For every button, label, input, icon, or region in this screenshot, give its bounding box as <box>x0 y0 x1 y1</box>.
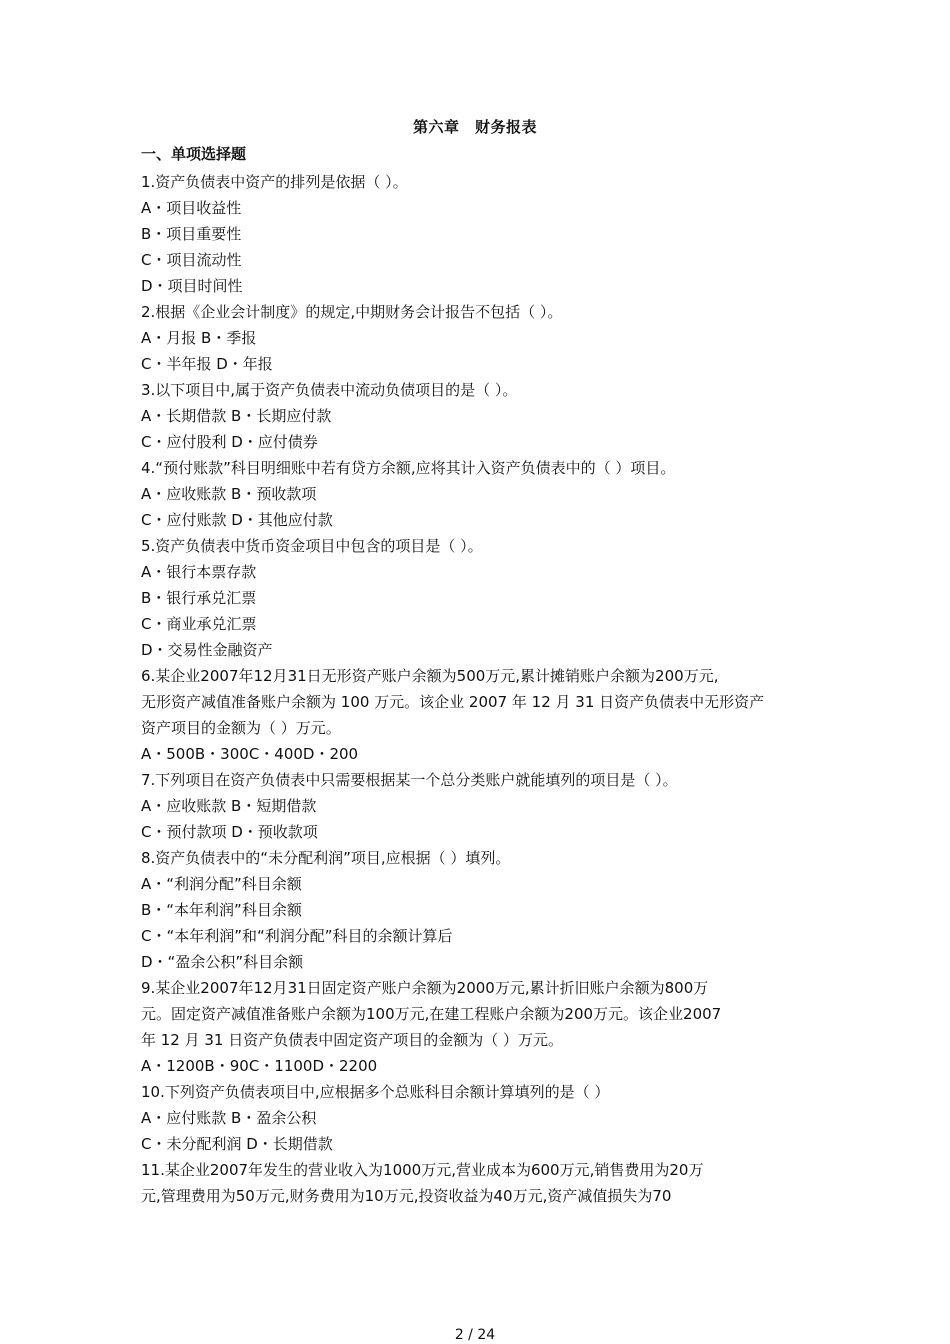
text-line: C・商业承兑汇票 <box>141 615 257 633</box>
question-body <box>141 169 841 1209</box>
text-line: C・半年报 D・年报 <box>141 355 273 373</box>
text-line: B・银行承兑汇票 <box>141 589 257 607</box>
text-line: 6.某企业2007年12月31日无形资产账户余额为500万元,累计摊销账户余额为200万元, <box>141 667 719 685</box>
text-line: A・1200B・90C・1100D・2200 <box>141 1057 378 1075</box>
chapter-title: 第六章 财务报表 <box>412 118 537 136</box>
text-line: 4.“预付账款”科目明细账中若有贷方余额,应将其计入资产负债表中的（ ）项目。 <box>141 459 676 477</box>
text-line: C・应付账款 D・其他应付款 <box>141 511 333 529</box>
text-line: 7.下列项目在资产负债表中只需要根据某一个总分类账户就能填列的项目是（ ）。 <box>141 771 678 789</box>
text-line: A・应付账款 B・盈余公积 <box>141 1109 317 1127</box>
page-number: 2 / 24 <box>454 1327 496 1343</box>
text-line: 10.下列资产负债表项目中,应根据多个总账科目余额计算填列的是（ ） <box>141 1083 610 1101</box>
text-line: D・“盈余公积”科目余额 <box>141 953 304 971</box>
text-line: A・应收账款 B・短期借款 <box>141 797 317 815</box>
text-line: 无形资产减值准备账户余额为 100 万元。该企业 2007 年 12 月 31 日资产负债表中无形资产 <box>141 693 765 711</box>
text-line: B・“本年利润”科目余额 <box>141 901 302 919</box>
text-line: B・项目重要性 <box>141 225 242 243</box>
text-line: A・银行本票存款 <box>141 563 257 581</box>
text-line: C・预付款项 D・预收款项 <box>141 823 318 841</box>
text-line: 8.资产负债表中的“未分配利润”项目,应根据（ ）填列。 <box>141 849 511 867</box>
text-line: 3.以下项目中,属于资产负债表中流动负债项目的是（ ）。 <box>141 381 518 399</box>
text-line: 年 12 月 31 日资产负债表中固定资产项目的金额为（ ）万元。 <box>141 1031 564 1049</box>
text-line: 2.根据《企业会计制度》的规定,中期财务会计报告不包括（ ）。 <box>141 303 563 321</box>
text-line: A・应收账款 B・预收款项 <box>141 485 317 503</box>
text-line: C・项目流动性 <box>141 251 242 269</box>
text-line: A・“利润分配”科目余额 <box>141 875 302 893</box>
text-line: 资产项目的金额为（ ）万元。 <box>141 719 341 737</box>
text-line: 9.某企业2007年12月31日固定资产账户余额为2000万元,累计折旧账户余额为800万 <box>141 979 709 997</box>
text-line: C・未分配利润 D・长期借款 <box>141 1135 333 1153</box>
text-line: 元,管理费用为50万元,财务费用为10万元,投资收益为40万元,资产减值损失为70 <box>141 1187 672 1205</box>
text-line: C・应付股利 D・应付债券 <box>141 433 318 451</box>
text-line: 5.资产负债表中货币资金项目中包含的项目是（ ）。 <box>141 537 483 555</box>
text-line: A・长期借款 B・长期应付款 <box>141 407 332 425</box>
text-line: 1.资产负债表中资产的排列是依据（ ）。 <box>141 173 408 191</box>
text-line: 11.某企业2007年发生的营业收入为1000万元,营业成本为600万元,销售费用为20万 <box>141 1161 704 1179</box>
text-line: 元。固定资产减值准备账户余额为100万元,在建工程账户余额为200万元。该企业2007 <box>141 1005 722 1023</box>
text-line: D・交易性金融资产 <box>141 641 273 659</box>
text-line: C・“本年利润”和“利润分配”科目的余额计算后 <box>141 927 453 945</box>
section-heading: 一、单项选择题 <box>141 145 247 163</box>
text-line: A・500B・300C・400D・200 <box>141 745 359 763</box>
text-line: A・月报 B・季报 <box>141 329 257 347</box>
text-line: D・项目时间性 <box>141 277 243 295</box>
text-line: A・项目收益性 <box>141 199 242 217</box>
